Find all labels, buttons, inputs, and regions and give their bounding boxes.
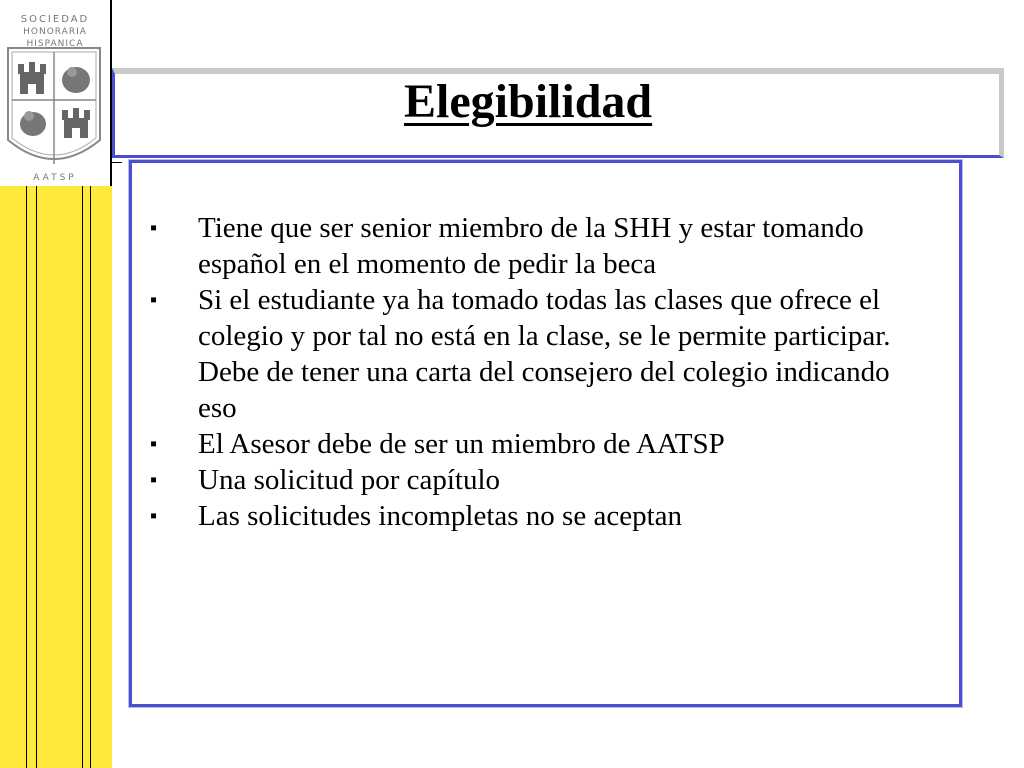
svg-text:SOCIEDAD: SOCIEDAD: [20, 14, 90, 25]
bullet-text: El Asesor debe de ser un miembro de AATSP: [198, 428, 725, 460]
bullet-text: Si el estudiante ya ha tomado todas las clases que ofrece el colegio y por tal no está en la clase, se le permite participar. Debe de tener una carta del consejero del colegio indicando eso: [198, 284, 891, 424]
bullet-text: Tiene que ser senior miembro de la SHH y estar tomando español en el momento de pedir la beca: [198, 212, 864, 280]
bullet-marker: ▪: [150, 289, 158, 311]
decorative-vertical-line: [26, 184, 27, 768]
lion-icon: [62, 67, 90, 93]
list-item: [150, 282, 930, 426]
castle-icon: [62, 108, 90, 138]
slide-title: Elegibilidad: [404, 75, 653, 128]
castle-icon: [18, 62, 46, 94]
bullet-text: Las solicitudes incompletas no se aceptan: [198, 500, 682, 532]
list-item: [150, 498, 930, 534]
bullet-marker: ▪: [150, 505, 158, 527]
bullet-text: Una solicitud por capítulo: [198, 464, 501, 496]
svg-text:AATSP: AATSP: [33, 173, 77, 183]
decorative-vertical-line: [90, 184, 91, 768]
bullet-marker: ▪: [150, 217, 158, 239]
decorative-vertical-line: [36, 184, 37, 768]
decorative-vertical-line: [82, 184, 83, 768]
bullet-list: [150, 210, 930, 534]
bullet-marker: ▪: [150, 469, 158, 491]
svg-text:HISPANICA: HISPANICA: [26, 39, 84, 49]
list-item: [150, 462, 930, 498]
bullet-marker: ▪: [150, 433, 158, 455]
list-item: [150, 210, 930, 282]
society-emblem: [0, 0, 112, 186]
list-item: [150, 426, 930, 462]
svg-text:HONORARIA: HONORARIA: [23, 27, 87, 37]
